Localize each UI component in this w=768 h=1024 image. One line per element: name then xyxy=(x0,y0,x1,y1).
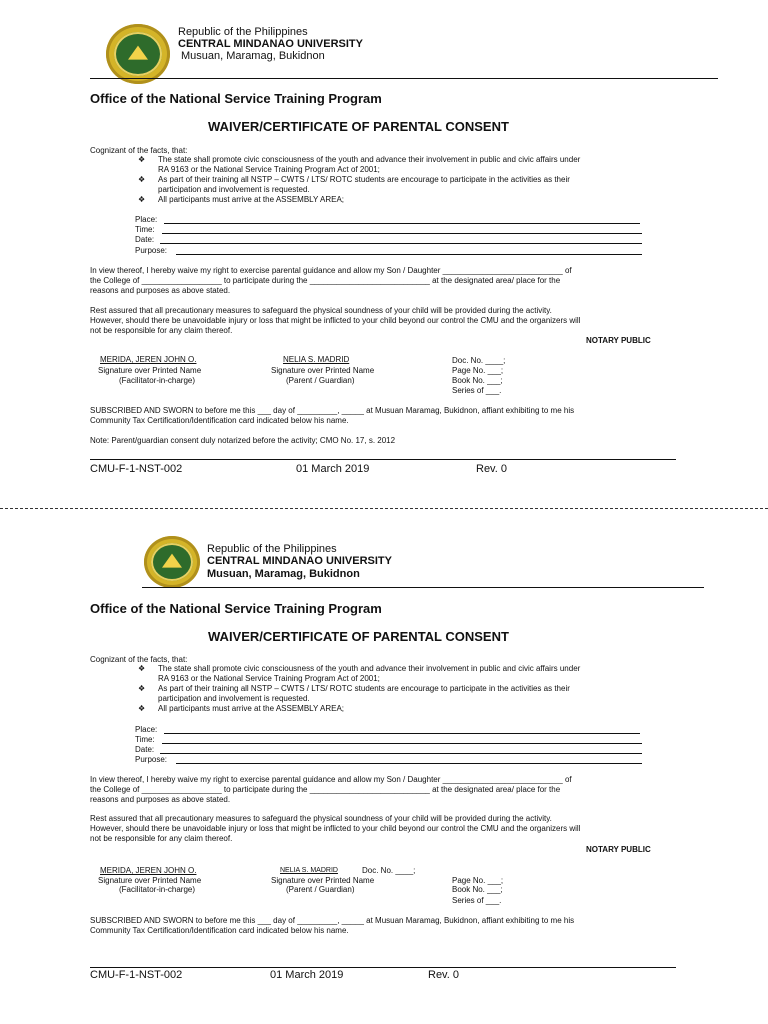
office-title: Office of the National Service Training Program xyxy=(90,91,382,106)
sworn-line: Community Tax Certification/Identification card indicated below his name. xyxy=(90,926,349,935)
sworn-line: Community Tax Certification/Identification card indicated below his name. xyxy=(90,416,349,425)
cut-line xyxy=(0,508,768,509)
doc-no: Doc. No. ____; xyxy=(362,866,416,875)
page-no: Page No. ___; xyxy=(452,876,504,885)
header-republic: Republic of the Philippines xyxy=(178,26,308,38)
field-place-line xyxy=(164,223,640,224)
field-purpose-label: Purpose: xyxy=(135,246,168,255)
field-purpose-label: Purpose: xyxy=(135,755,168,764)
facilitator-role: (Facilitator-in-charge) xyxy=(119,376,196,385)
field-place-label: Place: xyxy=(135,725,158,734)
bullet-item-cont: RA 9163 or the National Service Training Program Act of 2001; xyxy=(158,674,380,683)
bullet-item: ❖ As part of their training all NSTP – CWTS / LTS/ ROTC students are encourage to participate in the activities as their xyxy=(138,684,570,693)
parent-name: NELIA S. MADRID xyxy=(283,355,350,364)
cognizant-text: Cognizant of the facts, that: xyxy=(90,655,188,664)
facilitator-name: MERIDA, JEREN JOHN O. xyxy=(100,866,197,875)
field-date-label: Date: xyxy=(135,745,155,754)
document-title: WAIVER/CERTIFICATE OF PARENTAL CONSENT xyxy=(208,119,509,134)
bullet-item: ❖ All participants must arrive at the ASSEMBLY AREA; xyxy=(138,195,345,204)
assurance-line: not be responsible for any claim thereof. xyxy=(90,326,233,335)
series-of: Series of ___. xyxy=(452,386,502,395)
waiver-line: In view thereof, I hereby waive my right to exercise parental guidance and allow my Son / Daughter ___________________________ of xyxy=(90,775,572,784)
header-address: Musuan, Maramag, Bukidnon xyxy=(181,50,325,62)
parent-caption: Signature over Printed Name xyxy=(271,366,375,375)
bullet-item: ❖ The state shall promote civic consciousness of the youth and advance their involvement in public and civic affairs under xyxy=(138,155,581,164)
assurance-line: However, should there be unavoidable injury or loss that might be inflicted to your child beyond our control the CMU and the organizers will xyxy=(90,824,581,833)
field-purpose-line xyxy=(176,763,642,764)
office-title: Office of the National Service Training Program xyxy=(90,601,382,616)
parent-role: (Parent / Guardian) xyxy=(286,885,355,894)
assurance-line: not be responsible for any claim thereof. xyxy=(90,834,233,843)
waiver-line: reasons and purposes as above stated. xyxy=(90,286,231,295)
field-date-label: Date: xyxy=(135,235,155,244)
field-date-line xyxy=(160,753,642,754)
bullet-item-cont: participation and involvement is requested. xyxy=(158,185,310,194)
footer-rule xyxy=(90,967,676,968)
waiver-line: the College of __________________ to participate during the ___________________________ at the designated area/ place for the xyxy=(90,785,561,794)
bullet-item: ❖ As part of their training all NSTP – CWTS / LTS/ ROTC students are encourage to participate in the activities as their xyxy=(138,175,570,184)
form-date: 01 March 2019 xyxy=(270,969,344,981)
field-purpose-line xyxy=(176,254,642,255)
header-university: CENTRAL MINDANAO UNIVERSITY xyxy=(207,555,392,567)
header-rule xyxy=(142,587,704,588)
field-time-label: Time: xyxy=(135,735,155,744)
bullet-item-cont: RA 9163 or the National Service Training Program Act of 2001; xyxy=(158,165,380,174)
university-seal-logo xyxy=(144,536,200,588)
assurance-line: However, should there be unavoidable injury or loss that might be inflicted to your child beyond our control the CMU and the organizers will xyxy=(90,316,581,325)
series-of: Series of ___. xyxy=(452,896,502,905)
facilitator-caption: Signature over Printed Name xyxy=(98,366,202,375)
form-date: 01 March 2019 xyxy=(296,463,370,475)
field-time-line xyxy=(162,743,642,744)
waiver-line: In view thereof, I hereby waive my right to exercise parental guidance and allow my Son / Daughter ___________________________ of xyxy=(90,266,572,275)
header-rule xyxy=(90,78,718,79)
notary-public: NOTARY PUBLIC xyxy=(586,845,651,854)
waiver-line: reasons and purposes as above stated. xyxy=(90,795,231,804)
header-republic: Republic of the Philippines xyxy=(207,543,337,555)
parent-name: NELIA S. MADRID xyxy=(280,867,338,874)
form-code: CMU-F-1-NST-002 xyxy=(90,463,183,475)
bullet-item: ❖ All participants must arrive at the ASSEMBLY AREA; xyxy=(138,704,345,713)
waiver-line: the College of __________________ to participate during the ___________________________ at the designated area/ place for the xyxy=(90,276,561,285)
facilitator-caption: Signature over Printed Name xyxy=(98,876,202,885)
facilitator-role: (Facilitator-in-charge) xyxy=(119,885,196,894)
bullet-item-cont: participation and involvement is requested. xyxy=(158,694,310,703)
page-no: Page No. ___; xyxy=(452,366,504,375)
assurance-line: Rest assured that all precautionary measures to safeguard the physical soundness of your child will be provided during the activity. xyxy=(90,814,552,823)
parent-role: (Parent / Guardian) xyxy=(286,376,355,385)
document-title: WAIVER/CERTIFICATE OF PARENTAL CONSENT xyxy=(208,629,509,644)
doc-no: Doc. No. ____; xyxy=(452,356,506,365)
field-time-line xyxy=(162,233,642,234)
field-place-line xyxy=(164,733,640,734)
field-date-line xyxy=(160,243,642,244)
field-place-label: Place: xyxy=(135,215,158,224)
assurance-line: Rest assured that all precautionary measures to safeguard the physical soundness of your child will be provided during the activity. xyxy=(90,306,552,315)
sworn-line: SUBSCRIBED AND SWORN to before me this ___ day of _________, _____ at Musuan Maramag, Bukidnon, affiant exhibiting to me his xyxy=(90,406,575,415)
header-address: Musuan, Maramag, Bukidnon xyxy=(207,568,360,580)
form-revision: Rev. 0 xyxy=(428,969,459,981)
cognizant-text: Cognizant of the facts, that: xyxy=(90,146,188,155)
book-no: Book No. ___; xyxy=(452,885,503,894)
footer-rule xyxy=(90,459,676,460)
notarization-note: Note: Parent/guardian consent duly notarized before the activity; CMO No. 17, s. 2012 xyxy=(90,436,396,445)
facilitator-name: MERIDA, JEREN JOHN O. xyxy=(100,355,197,364)
header-university: CENTRAL MINDANAO UNIVERSITY xyxy=(178,38,363,50)
sworn-line: SUBSCRIBED AND SWORN to before me this ___ day of _________, _____ at Musuan Maramag, Bukidnon, affiant exhibiting to me his xyxy=(90,916,575,925)
book-no: Book No. ___; xyxy=(452,376,503,385)
field-time-label: Time: xyxy=(135,225,155,234)
bullet-item: ❖ The state shall promote civic consciousness of the youth and advance their involvement in public and civic affairs under xyxy=(138,664,581,673)
form-code: CMU-F-1-NST-002 xyxy=(90,969,183,981)
university-seal-logo xyxy=(106,24,170,84)
form-revision: Rev. 0 xyxy=(476,463,507,475)
notary-public: NOTARY PUBLIC xyxy=(586,336,651,345)
parent-caption: Signature over Printed Name xyxy=(271,876,375,885)
